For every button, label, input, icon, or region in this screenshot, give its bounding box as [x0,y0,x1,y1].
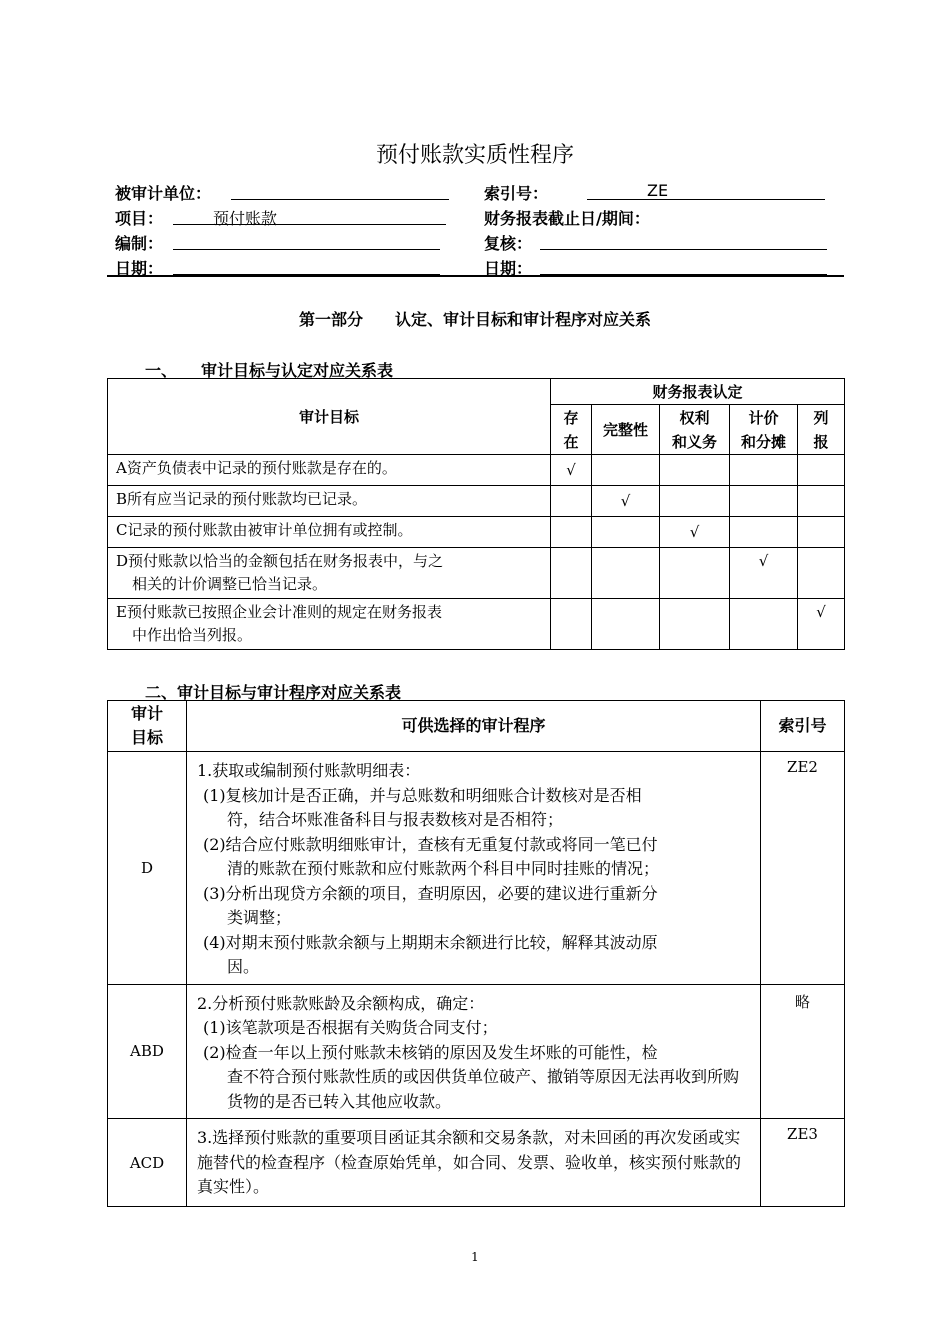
procedure-cell: 3.选择预付账款的重要项目函证其余额和交易条款，对未回函的再次发函或实施替代的检查程序（检查原始凭单，如合同、发票、验收单，核实预付账款的真实性）。 [187,1119,761,1207]
reviewed-field[interactable] [540,231,827,250]
assertion-header-completeness: 完整性 [592,405,660,455]
index-header: 索引号 [761,701,845,752]
date1-field[interactable] [173,256,440,275]
prepared-label: 编制： [115,234,164,253]
section1-title: 一、 审计目标与认定对应关系表 [145,361,394,380]
assertion-group-header: 财务报表认定 [551,379,845,405]
goal-cell: D [108,752,187,985]
table-row [108,752,845,985]
index-label: 索引号： [484,184,549,203]
index-cell: ZE2 [761,752,845,985]
period-label: 财务报表截止日/期间： [484,209,650,228]
objective-cell: E预付账款已按照企业会计准则的规定在财务报表 中作出恰当列报。 [108,599,551,650]
assertion-header-rights: 权利 和义务 [660,405,730,455]
item-field[interactable] [173,206,446,228]
objective-cell: B所有应当记录的预付账款均已记录。 [108,486,551,517]
objective-procedure-table [107,700,845,1207]
table-row [108,455,845,486]
objective-cell: C记录的预付账款由被审计单位拥有或控制。 [108,517,551,548]
procedure-header: 可供选择的审计程序 [187,701,761,752]
index-cell: 略 [761,984,845,1119]
goal-cell: ABD [108,984,187,1119]
check-cell: √ [551,455,592,486]
goal-header: 审计 目标 [108,701,187,752]
auditee-field[interactable] [231,181,449,200]
check-cell: √ [730,548,798,599]
document-title: 预付账款实质性程序 [375,143,574,168]
auditee-label: 被审计单位： [115,184,212,203]
date1-label: 日期： [115,259,164,278]
table-row [108,984,845,1119]
assertion-header-existence: 存 在 [551,405,592,455]
check-cell: √ [660,517,730,548]
procedure-cell: 1.获取或编制预付账款明细表： (1)复核加计是否正确，并与总账数和明细账合计数核对是否相 符，结合坏账准备科目与报表数核对是否相符； (2)结合应付账款明细账审计，查核有无重复付款或将同一笔已付 清的账款在预付账款和应付账款两个科目中同时挂账的情况； (3)分析出现贷方余额的项目，查明原因，必要的建议进行重新分 类调整； (4)对期末预付账款余额与上期期末余额进行比较，解释其波动原 因。 [187,752,761,985]
page-number: 1 [471,1250,479,1264]
assertion-header-valuation: 计价 和分摊 [730,405,798,455]
item-value: 预付账款 [213,209,278,228]
objective-assertion-table [107,378,845,650]
procedure-cell: 2.分析预付账款账龄及余额构成，确定： (1)该笔款项是否根据有关购货合同支付； (2)检查一年以上预付账款未核销的原因及发生坏账的可能性，检 查不符合预付账款性质的或因供货单位破产、撤销等原因无法再收到所购货物的是否已转入其他应收款。 [187,984,761,1119]
table-row [108,1119,845,1207]
table-row [108,517,845,548]
table-row [108,548,845,599]
part-title: 第一部分 认定、审计目标和审计程序对应关系 [298,310,651,329]
assertion-header-presentation: 列 报 [798,405,845,455]
date2-field[interactable] [540,256,827,275]
header-divider [107,275,844,277]
reviewed-label: 复核： [484,234,533,253]
index-cell: ZE3 [761,1119,845,1207]
section2-title: 二、审计目标与审计程序对应关系表 [145,683,402,702]
objective-cell: A资产负债表中记录的预付账款是存在的。 [108,455,551,486]
date2-label: 日期： [484,259,533,278]
check-cell: √ [798,599,845,650]
prepared-field[interactable] [173,231,440,250]
item-label: 项目： [115,209,164,228]
index-value: ZE [647,181,669,200]
index-field[interactable] [587,181,825,200]
objective-header: 审计目标 [108,379,551,455]
goal-cell: ACD [108,1119,187,1207]
check-cell: √ [592,486,660,517]
table-row [108,486,845,517]
table-row [108,599,845,650]
objective-cell: D预付账款以恰当的金额包括在财务报表中，与之 相关的计价调整已恰当记录。 [108,548,551,599]
